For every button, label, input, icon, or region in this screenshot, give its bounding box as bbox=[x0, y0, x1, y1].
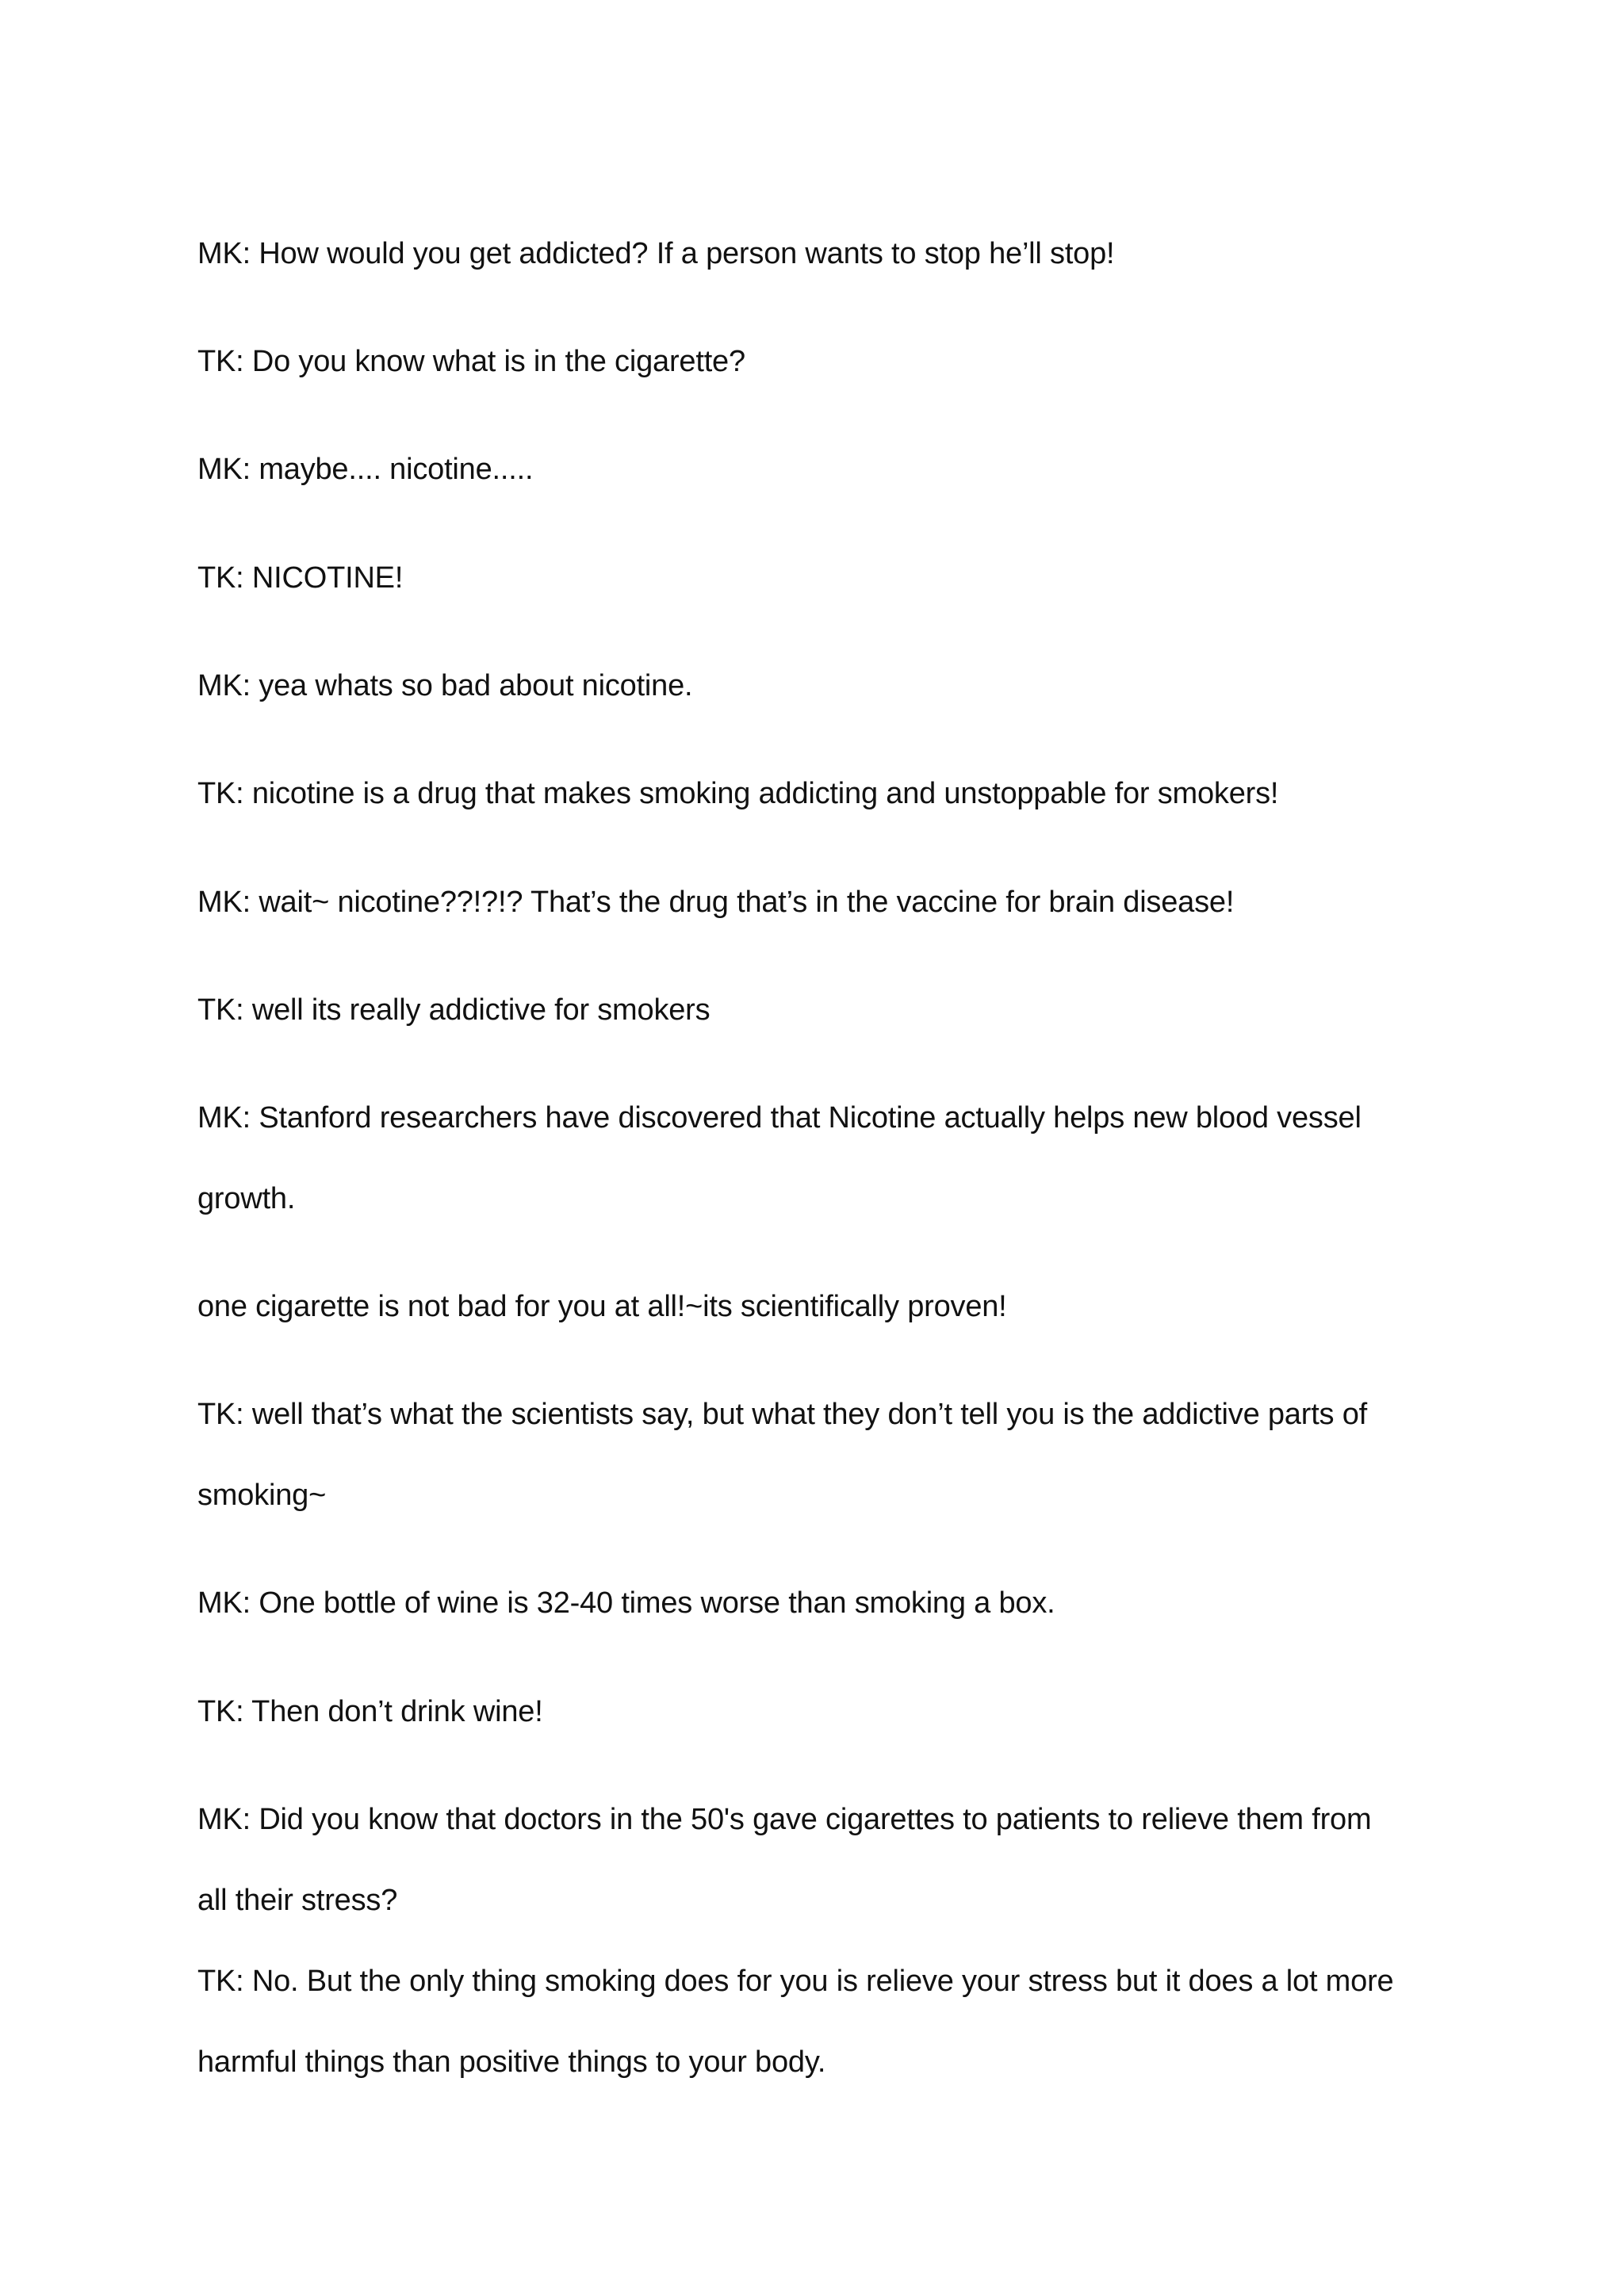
dialogue-line: harmful things than positive things to your body. bbox=[197, 2045, 826, 2079]
dialogue-line: TK: well that’s what the scientists say, but what they don’t tell you is the addictive parts of bbox=[197, 1398, 1368, 1431]
dialogue-line: TK: Do you know what is in the cigarette? bbox=[197, 345, 745, 378]
dialogue-line: smoking~ bbox=[197, 1479, 327, 1512]
dialogue-line: MK: How would you get addicted? If a person wants to stop he’ll stop! bbox=[197, 237, 1115, 270]
dialogue-line: MK: Stanford researchers have discovered that Nicotine actually helps new blood vessel bbox=[197, 1101, 1362, 1135]
dialogue-line: all their stress? bbox=[197, 1884, 398, 1917]
dialogue-line: growth. bbox=[197, 1182, 296, 1215]
dialogue-line: MK: Did you know that doctors in the 50's gave cigarettes to patients to relieve them from bbox=[197, 1803, 1372, 1836]
dialogue-line: TK: NICOTINE! bbox=[197, 561, 404, 595]
dialogue-line: TK: No. But the only thing smoking does for you is relieve your stress but it does a lot more bbox=[197, 1965, 1394, 1998]
dialogue-line: TK: nicotine is a drug that makes smoking addicting and unstoppable for smokers! bbox=[197, 777, 1279, 810]
dialogue-line: MK: yea whats so bad about nicotine. bbox=[197, 669, 693, 702]
dialogue-line: MK: maybe.... nicotine..... bbox=[197, 453, 534, 486]
dialogue-line: MK: One bottle of wine is 32-40 times worse than smoking a box. bbox=[197, 1586, 1055, 1620]
dialogue-line: TK: well its really addictive for smokers bbox=[197, 993, 710, 1027]
dialogue-line: MK: wait~ nicotine??!?!? That’s the drug that’s in the vaccine for brain disease! bbox=[197, 886, 1235, 919]
dialogue-line: one cigarette is not bad for you at all!~its scientifically proven! bbox=[197, 1290, 1007, 1323]
dialogue-line: TK: Then don’t drink wine! bbox=[197, 1695, 543, 1728]
